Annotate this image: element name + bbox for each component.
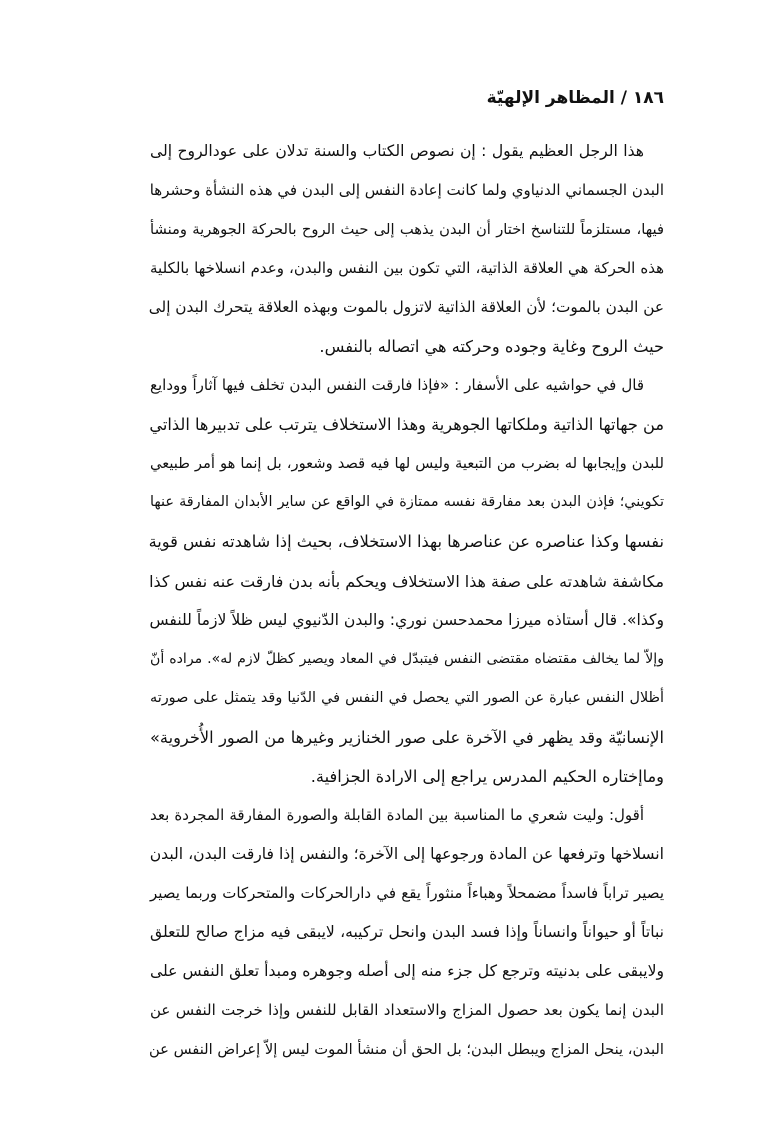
page-number: ١٨٦: [632, 88, 664, 108]
text-line: انسلاخها وترفعها عن المادة ورجوعها إلى الآخرة؛ والنفس إذا فارقت البدن، البدن: [149, 844, 664, 863]
text-line: مكاشفة شاهدته على صفة هذا الاستخلاف ويحكم بأنه بدن فارقت عنه نفس كذا: [149, 571, 664, 591]
text-line: أظلال النفس عبارة عن الصور التي يحصل في النفس في الدّنيا وقد يتمثل على صورته: [150, 689, 664, 706]
text-line: يصير تراباً فاسداً مضمحلاً وهباءاً منثوراً يقع في دارالحركات والمتحركات وربما يصير: [150, 883, 664, 902]
text-line: قال في حواشيه على الأسفار : «فإذا فارقت النفس البدن تخلف فيها آثاراً وودايع: [150, 376, 644, 395]
text-line: وإلاّ لما يخالف مقتضاه مقتضى النفس فيتبدّل في المعاد ويصير كظلّ لازم له». مراده أنّ: [150, 650, 664, 667]
paragraph: [150, 796, 664, 1069]
text-line: هذا الرجل العظيم يقول : إن نصوص الكتاب والسنة تدلان على عودالروح إلى: [150, 142, 644, 160]
text-line: البدن، ينحل المزاج ويبطل البدن؛ بل الحق أن منشأ الموت ليس إلاّ إعراض النفس عن: [148, 1041, 664, 1059]
text-line: فيها، مستلزماً للتناسخ اختار أن البدن يذهب إلى حيث الروح بالحركة الجوهرية ومنشأ: [150, 221, 664, 239]
text-line: تكويني؛ فإذن البدن بعد مفارقة نفسه ممتازة في الواقع عن ساير الأبدان المفارقة عنها: [150, 494, 664, 511]
paragraph: [150, 366, 664, 796]
text-line: أقول: وليت شعري ما المناسبة بين المادة القابلة والصورة المفارقة المجردة بعد: [150, 805, 644, 824]
text-line: البدن الجسماني الدنياوي ولما كانت إعادة النفس إلى البدن في هذه النشأة وحشرها: [149, 181, 664, 200]
text-line: هذه الحركة هي العلاقة الذاتية، التي تكون بين النفس والبدن، وعدم انسلاخها بالكلية: [150, 259, 664, 278]
header-separator: /: [620, 88, 627, 108]
text-line: وكذا». قال أستاذه ميرزا محمدحسن نوري: والبدن الدّنيوي ليس ظلاً لازماً للنفس: [149, 610, 664, 629]
text-line: من جهاتها الذاتية وملكاتها الجوهرية وهذا الاستخلاف يترتب على تدبيرها الذاتي: [149, 415, 664, 435]
running-title: المظاهر الإلهيّة: [486, 88, 615, 108]
text-line: للبدن وإيجابها له بضرب من التبعية وليس لها فيه قصد وشعور، بل إنما هو أمر طبيعي: [150, 455, 664, 473]
paragraph: [150, 132, 664, 366]
text-line: حيث الروح وغاية وجوده وحركته هي اتصاله بالنفس.: [319, 337, 664, 357]
text-line: ولايبقى على بدنيته وترجع كل جزء منه إلى أصله وجوهره ومبدأ تعلق النفس على: [150, 961, 664, 980]
text-line: وماإختاره الحكيم المدرس يراجع إلى الارادة الجزافية.: [310, 766, 664, 786]
text-line: نفسها وكذا عناصره عن عناصرها بهذا الاستخلاف، بحيث إذا شاهدته نفس قوية: [148, 532, 664, 552]
body-text: [150, 132, 664, 1069]
text-line: الإنسانيّة وقد يظهر في الآخرة على صور الخنازير وغيرها من الصور الأُخروية»: [150, 727, 664, 747]
text-line: نباتاً أو حيواناً وانساناً وإذا فسد البدن وانحل تركيبه، لايبقى فيه مزاج صالح للتعلق: [150, 922, 664, 941]
text-line: البدن إنما يكون بعد حصول المزاج والاستعداد القابل للنفس وإذا خرجت النفس عن: [150, 1001, 664, 1020]
text-line: عن البدن بالموت؛ لأن العلاقة الذاتية لاتزول بالموت وبهذه العلاقة يتحرك البدن إلى: [148, 298, 664, 317]
running-header: [487, 88, 664, 108]
